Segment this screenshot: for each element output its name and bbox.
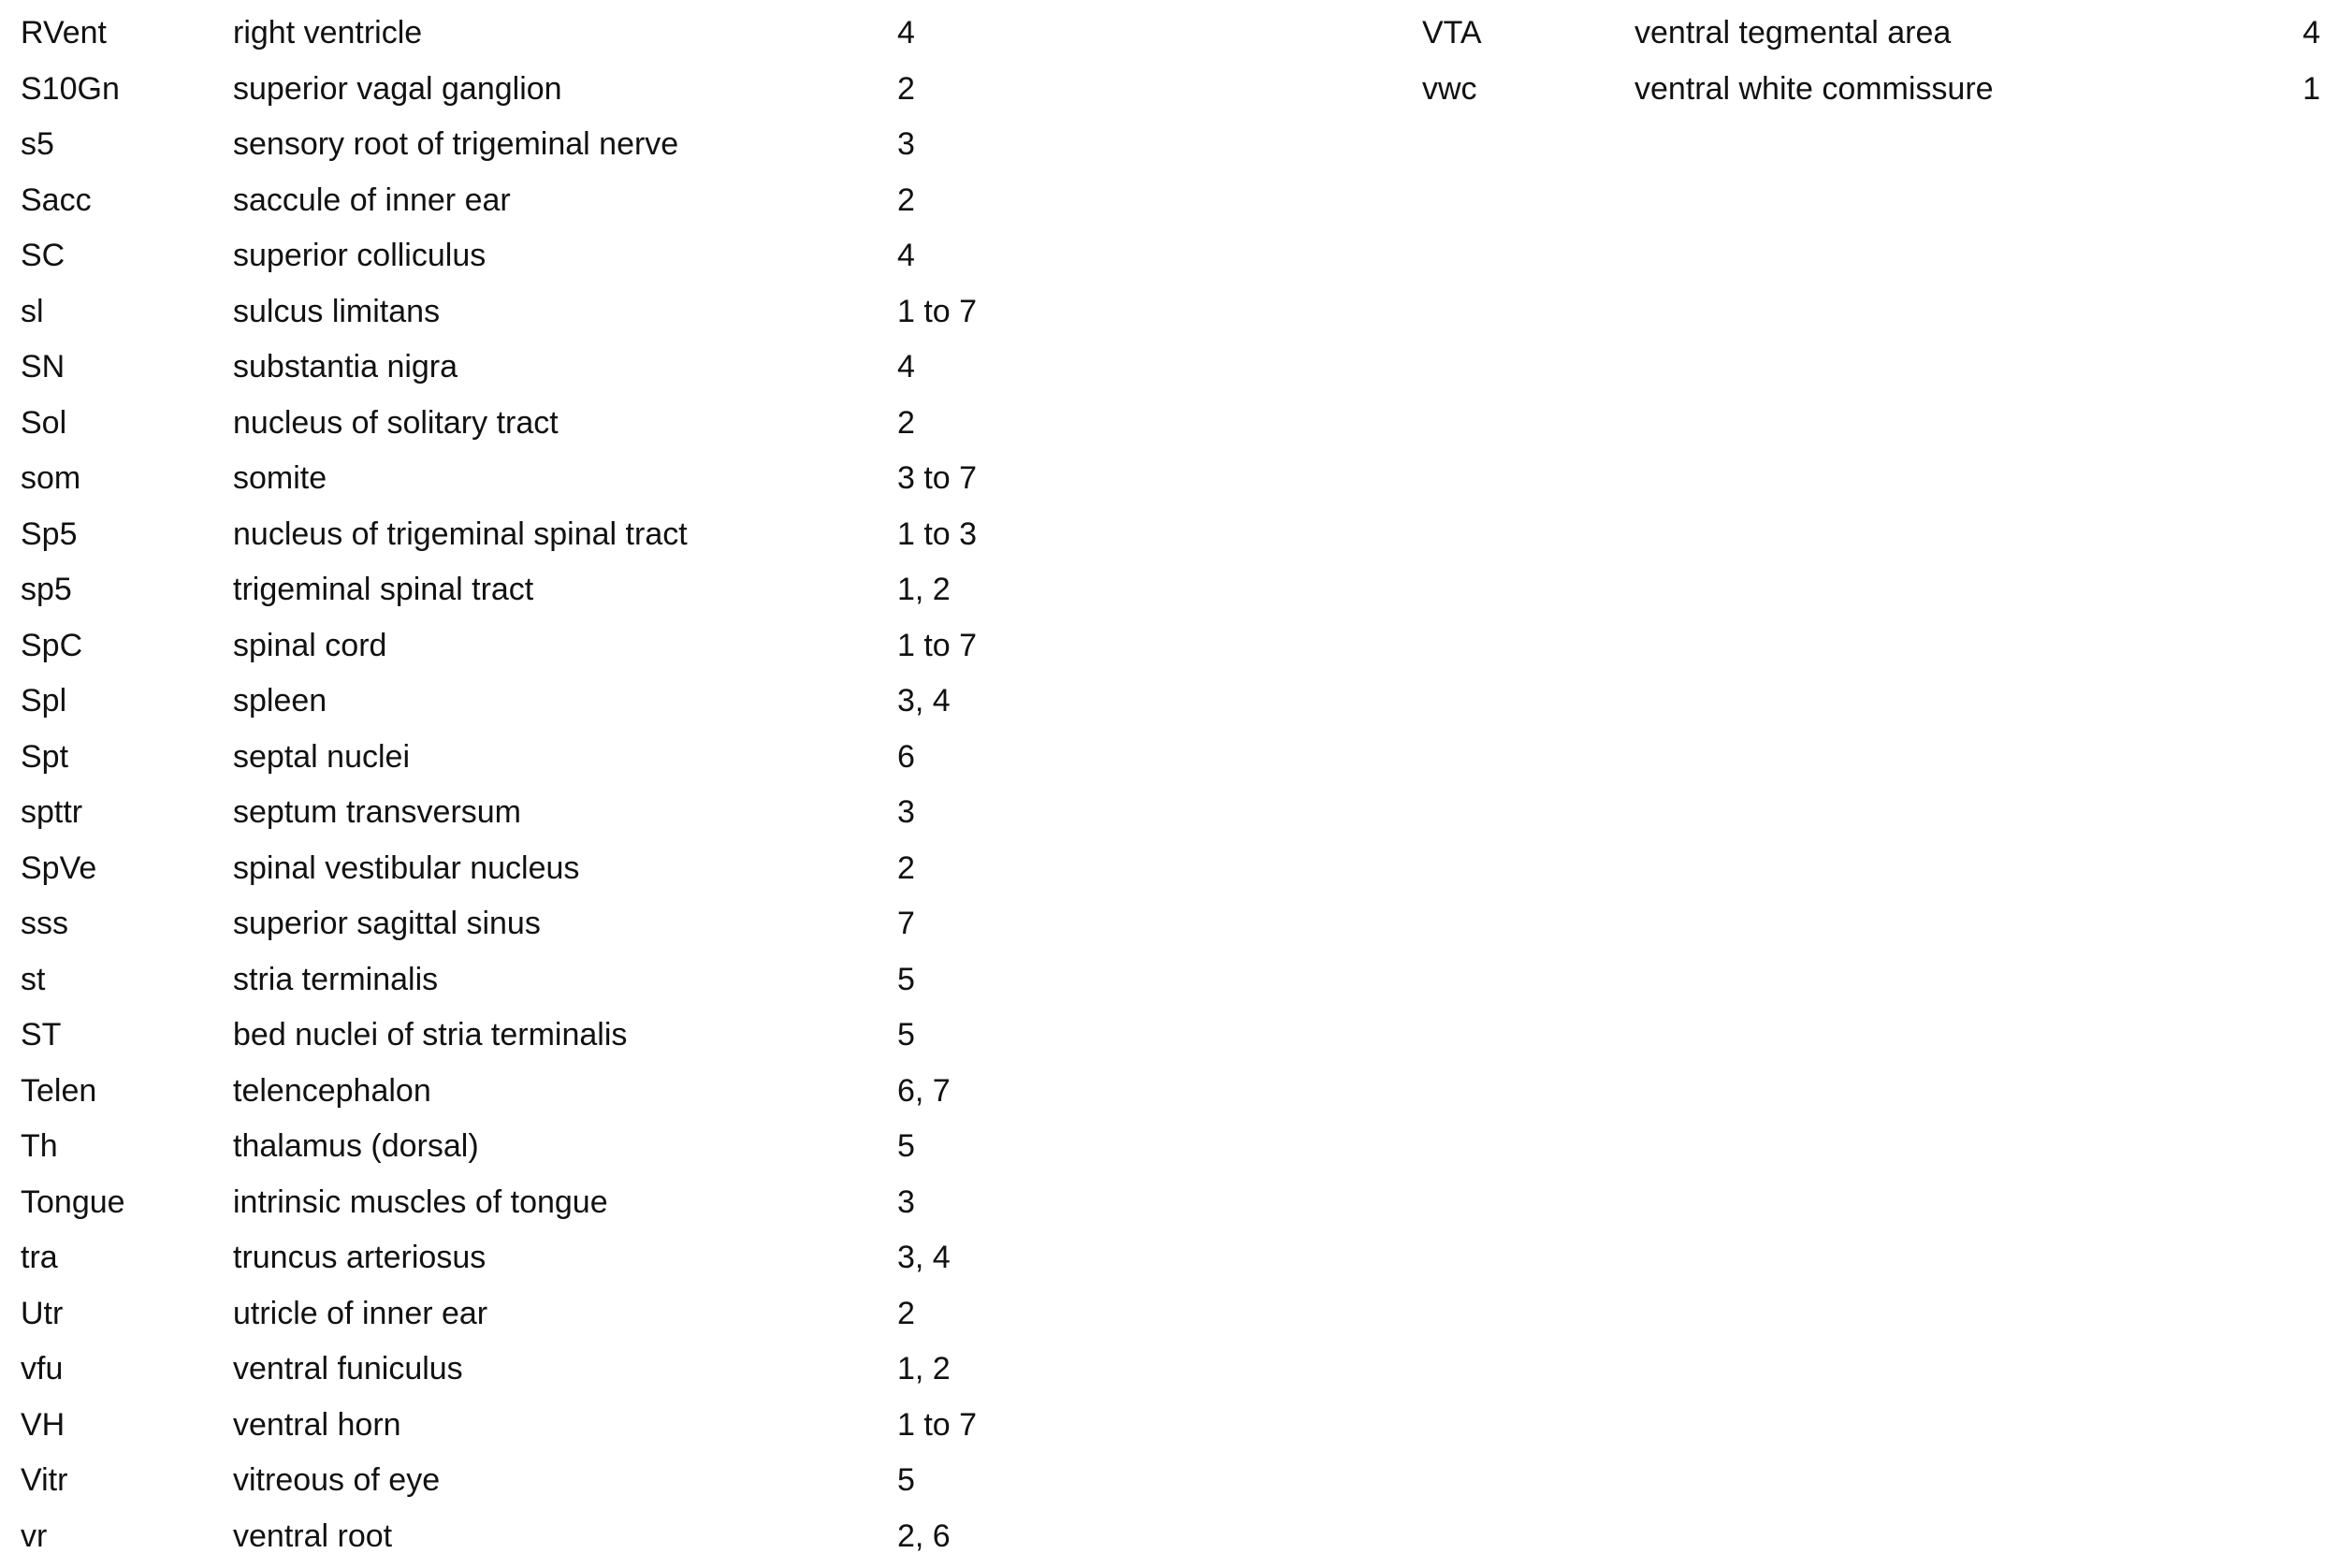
figure-numbers: 5 [897, 1011, 915, 1058]
term: sensory root of trigeminal nerve [233, 121, 678, 167]
figure-numbers: 2, 6 [897, 1513, 951, 1560]
term: utricle of inner ear [233, 1290, 487, 1337]
abbreviation-row [21, 845, 1405, 901]
figure-numbers: 7 [897, 900, 915, 947]
figure-numbers: 5 [897, 1123, 915, 1169]
term: trigeminal spinal tract [233, 566, 533, 613]
abbreviation-row [21, 1345, 1405, 1401]
abbreviation: Tongue [21, 1179, 125, 1226]
abbreviation: sp5 [21, 566, 72, 613]
abbreviation-row [21, 1067, 1405, 1124]
figure-numbers: 1 to 7 [897, 622, 977, 669]
term: thalamus (dorsal) [233, 1123, 479, 1169]
figure-numbers: 2 [897, 177, 915, 224]
abbreviation: Sol [21, 399, 66, 446]
term: stria terminalis [233, 956, 438, 1003]
abbreviation: spttr [21, 789, 82, 835]
figure-numbers: 4 [897, 343, 915, 390]
figure-numbers: 1, 2 [897, 566, 951, 613]
abbreviation-row [21, 455, 1405, 511]
figure-numbers: 3, 4 [897, 1234, 951, 1281]
term: bed nuclei of stria terminalis [233, 1011, 627, 1058]
abbreviation-row [1422, 65, 2320, 122]
abbreviation-row [21, 956, 1405, 1012]
abbreviation: Spl [21, 677, 66, 724]
term: ventral funiculus [233, 1345, 463, 1392]
abbreviation: vr [21, 1513, 47, 1560]
term: septal nuclei [233, 733, 410, 780]
term: spleen [233, 677, 327, 724]
abbreviation: ST [21, 1011, 61, 1058]
abbreviation: SpC [21, 622, 82, 669]
figure-numbers: 6 [897, 733, 915, 780]
term: substantia nigra [233, 343, 458, 390]
abbreviation: Sacc [21, 177, 92, 224]
term: superior vagal ganglion [233, 65, 562, 112]
abbreviation-row [21, 1179, 1405, 1235]
abbreviation-row [21, 677, 1405, 733]
abbreviation-row [21, 789, 1405, 845]
abbreviation: VTA [1422, 9, 1482, 56]
figure-numbers: 1 [2303, 65, 2320, 112]
abbreviation: sss [21, 900, 68, 947]
abbreviation: S10Gn [21, 65, 120, 112]
abbreviation-row [21, 343, 1405, 399]
abbreviation-row [21, 900, 1405, 956]
term: superior sagittal sinus [233, 900, 541, 947]
abbreviation: SN [21, 343, 65, 390]
abbreviation: SC [21, 232, 65, 279]
figure-numbers: 3 [897, 121, 915, 167]
abbreviation: sl [21, 288, 44, 335]
term: nucleus of solitary tract [233, 399, 559, 446]
abbreviation-row [21, 121, 1405, 177]
abbreviation: Utr [21, 1290, 63, 1337]
abbreviation-row [21, 1290, 1405, 1346]
abbreviation: tra [21, 1234, 58, 1281]
abbreviation-row [21, 511, 1405, 567]
figure-numbers: 4 [2303, 9, 2320, 56]
abbreviation-row [21, 9, 1405, 65]
figure-numbers: 4 [897, 9, 915, 56]
figure-numbers: 2 [897, 845, 915, 892]
abbreviation-row [21, 1123, 1405, 1179]
figure-numbers: 2 [897, 65, 915, 112]
figure-numbers: 3 [897, 789, 915, 835]
figure-numbers: 5 [897, 956, 915, 1003]
term: somite [233, 455, 327, 501]
abbreviation: VH [21, 1401, 65, 1448]
abbreviation-row [21, 566, 1405, 622]
term: ventral tegmental area [1634, 9, 1951, 56]
abbreviation-row [21, 288, 1405, 344]
abbreviation-list-left [21, 9, 1405, 1568]
abbreviation-row [21, 1401, 1405, 1458]
abbreviation: Telen [21, 1067, 96, 1114]
abbreviation-row [21, 399, 1405, 456]
term: right ventricle [233, 9, 422, 56]
abbreviation: vfu [21, 1345, 63, 1392]
figure-numbers: 5 [897, 1457, 915, 1503]
abbreviation-row [21, 65, 1405, 122]
term: ventral horn [233, 1401, 401, 1448]
abbreviation-row [21, 1011, 1405, 1067]
figure-numbers: 2 [897, 399, 915, 446]
abbreviation: Spt [21, 733, 68, 780]
figure-numbers: 4 [897, 232, 915, 279]
abbreviation-row [21, 1457, 1405, 1513]
figure-numbers: 1, 2 [897, 1345, 951, 1392]
figure-numbers: 1 to 7 [897, 1401, 977, 1448]
term: intrinsic muscles of tongue [233, 1179, 608, 1226]
abbreviation: som [21, 455, 80, 501]
term: sulcus limitans [233, 288, 440, 335]
abbreviation-row [21, 1234, 1405, 1290]
figure-numbers: 6, 7 [897, 1067, 951, 1114]
abbreviation-row [21, 733, 1405, 790]
term: superior colliculus [233, 232, 486, 279]
term: spinal cord [233, 622, 386, 669]
abbreviation: Sp5 [21, 511, 78, 558]
abbreviation: SpVe [21, 845, 96, 892]
figure-numbers: 1 to 3 [897, 511, 977, 558]
figure-numbers: 1 to 7 [897, 288, 977, 335]
term: septum transversum [233, 789, 521, 835]
abbreviation: Vitr [21, 1457, 67, 1503]
abbreviation: Th [21, 1123, 58, 1169]
term: ventral white commissure [1634, 65, 1994, 112]
term: nucleus of trigeminal spinal tract [233, 511, 688, 558]
abbreviation-row [21, 622, 1405, 678]
term: ventral root [233, 1513, 392, 1560]
figure-numbers: 3, 4 [897, 677, 951, 724]
term: vitreous of eye [233, 1457, 440, 1503]
abbreviation-row [1422, 9, 2320, 65]
abbreviation: s5 [21, 121, 54, 167]
abbreviation-row [21, 177, 1405, 233]
abbreviation: st [21, 956, 45, 1003]
abbreviation-row [21, 232, 1405, 288]
abbreviation-list-right [1422, 9, 2320, 121]
term: truncus arteriosus [233, 1234, 486, 1281]
abbreviation-row [21, 1513, 1405, 1568]
term: telencephalon [233, 1067, 431, 1114]
abbreviation: vwc [1422, 65, 1477, 112]
term: saccule of inner ear [233, 177, 511, 224]
figure-numbers: 2 [897, 1290, 915, 1337]
term: spinal vestibular nucleus [233, 845, 579, 892]
figure-numbers: 3 to 7 [897, 455, 977, 501]
abbreviation: RVent [21, 9, 107, 56]
figure-numbers: 3 [897, 1179, 915, 1226]
